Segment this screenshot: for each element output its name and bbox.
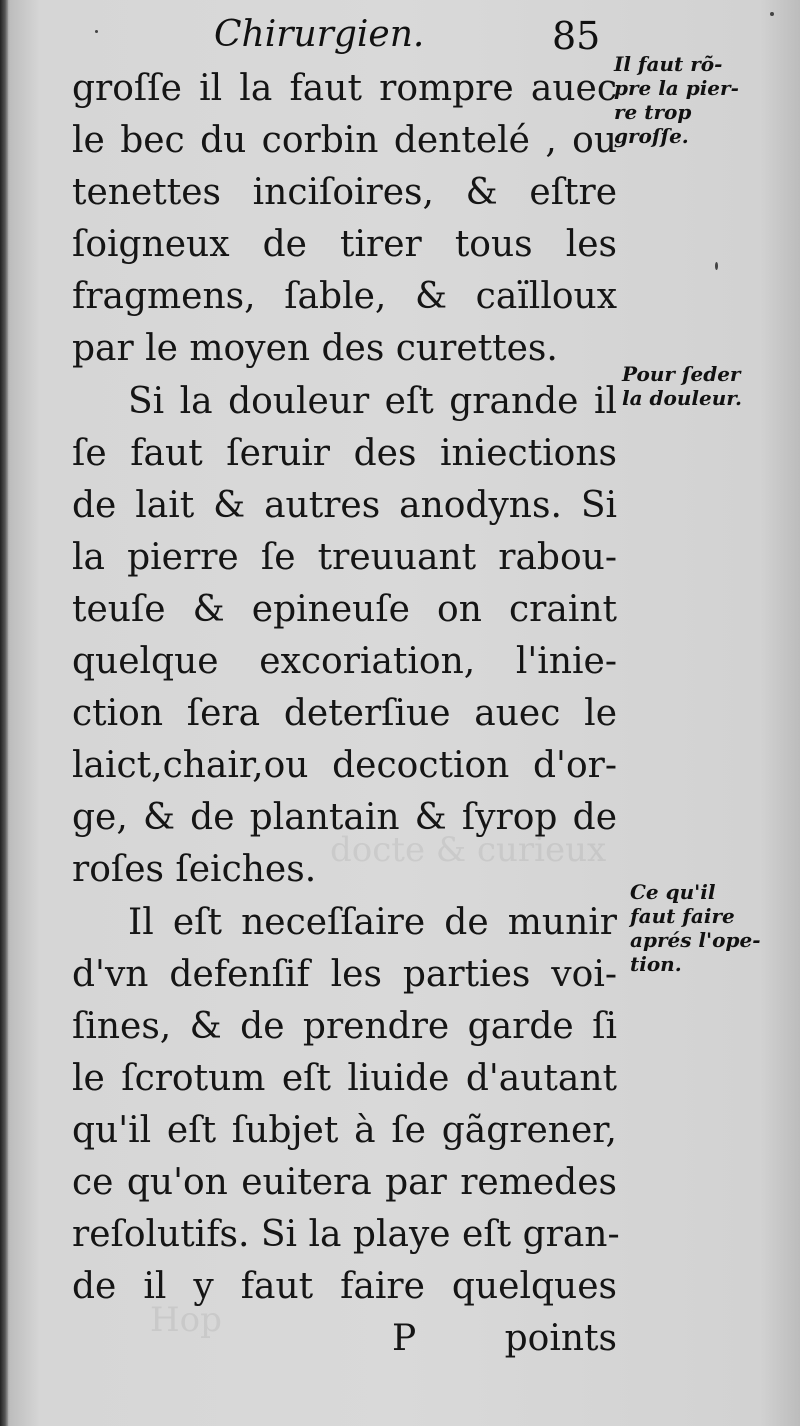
margin-note-line: re trop [614, 100, 692, 124]
text-line: ſe faut ſeruir des iniections [72, 432, 617, 474]
signature-mark: P [392, 1318, 417, 1360]
margin-note-line: aprés l'ope- [630, 928, 761, 952]
margin-note-line: faut faire [630, 904, 735, 928]
text-line: Il eſt neceſſaire de munir [128, 901, 617, 943]
margin-note-line: groſſe. [614, 124, 689, 148]
text-line: la pierre ſe treuuant rabou- [72, 536, 617, 578]
catchword: points [504, 1318, 617, 1360]
margin-note-line: pre la pier- [614, 76, 739, 100]
text-line: le ſcrotum eſt liuide d'autant [72, 1057, 617, 1099]
text-line: de lait & autres anodyns. Si [72, 484, 617, 526]
text-line: par le moyen des curettes. [72, 328, 558, 370]
text-line: d'vn defenſif les parties voi- [72, 953, 617, 995]
running-head: Chirurgien. [214, 14, 425, 55]
margin-note-line: Ce qu'il [630, 880, 716, 904]
text-line: ge, & de plantain & ſyrop de [72, 797, 617, 839]
margin-note-3 [630, 880, 800, 976]
margin-note-line: Il faut rõ- [614, 52, 723, 76]
margin-note-line: la douleur. [622, 386, 742, 410]
text-line: ſines, & de prendre garde ſi [72, 1005, 617, 1047]
text-line: teuſe & epineuſe on craint [72, 588, 617, 630]
text-line: de il y faut faire quelques [72, 1266, 617, 1308]
margin-note-line: tion. [630, 952, 682, 976]
text-line: ction ſera deterſiue auec le [72, 693, 617, 735]
page-number: 85 [552, 14, 601, 58]
text-line: ſoigneux de tirer tous les [72, 224, 617, 266]
text-line: roſes ſeiches. [72, 849, 317, 891]
text-line: laict,chair,ou decoction d'or- [72, 745, 617, 787]
text-line: fragmens, ſable, & caïlloux [72, 276, 617, 318]
page-gutter-edge [0, 0, 8, 1426]
text-line: tenettes inciſoires, & eſtre [72, 172, 617, 214]
footer-line [72, 1313, 617, 1365]
text-line: quelque excoriation, l'inie- [72, 641, 617, 683]
margin-note-1 [614, 52, 794, 148]
show-through-text: Hop [150, 1300, 222, 1340]
margin-note-line: Pour ſeder [622, 362, 741, 386]
show-through-text: docte & curieux [330, 830, 607, 870]
text-line: le bec du corbin dentelé , ou [72, 120, 617, 162]
text-line: ce qu'on euitera par remedes [72, 1161, 617, 1203]
main-text-block [72, 63, 620, 1365]
text-line: Si la douleur eſt grande il [128, 380, 617, 422]
text-line: qu'il eſt ſubjet à ſe gãgrener, [72, 1109, 617, 1151]
ink-speck [715, 262, 718, 270]
margin-note-2 [622, 362, 792, 410]
text-line: groſſe il la faut rompre auec [72, 68, 617, 109]
text-line: reſolutifs. Si la playe eſt gran- [72, 1214, 620, 1256]
